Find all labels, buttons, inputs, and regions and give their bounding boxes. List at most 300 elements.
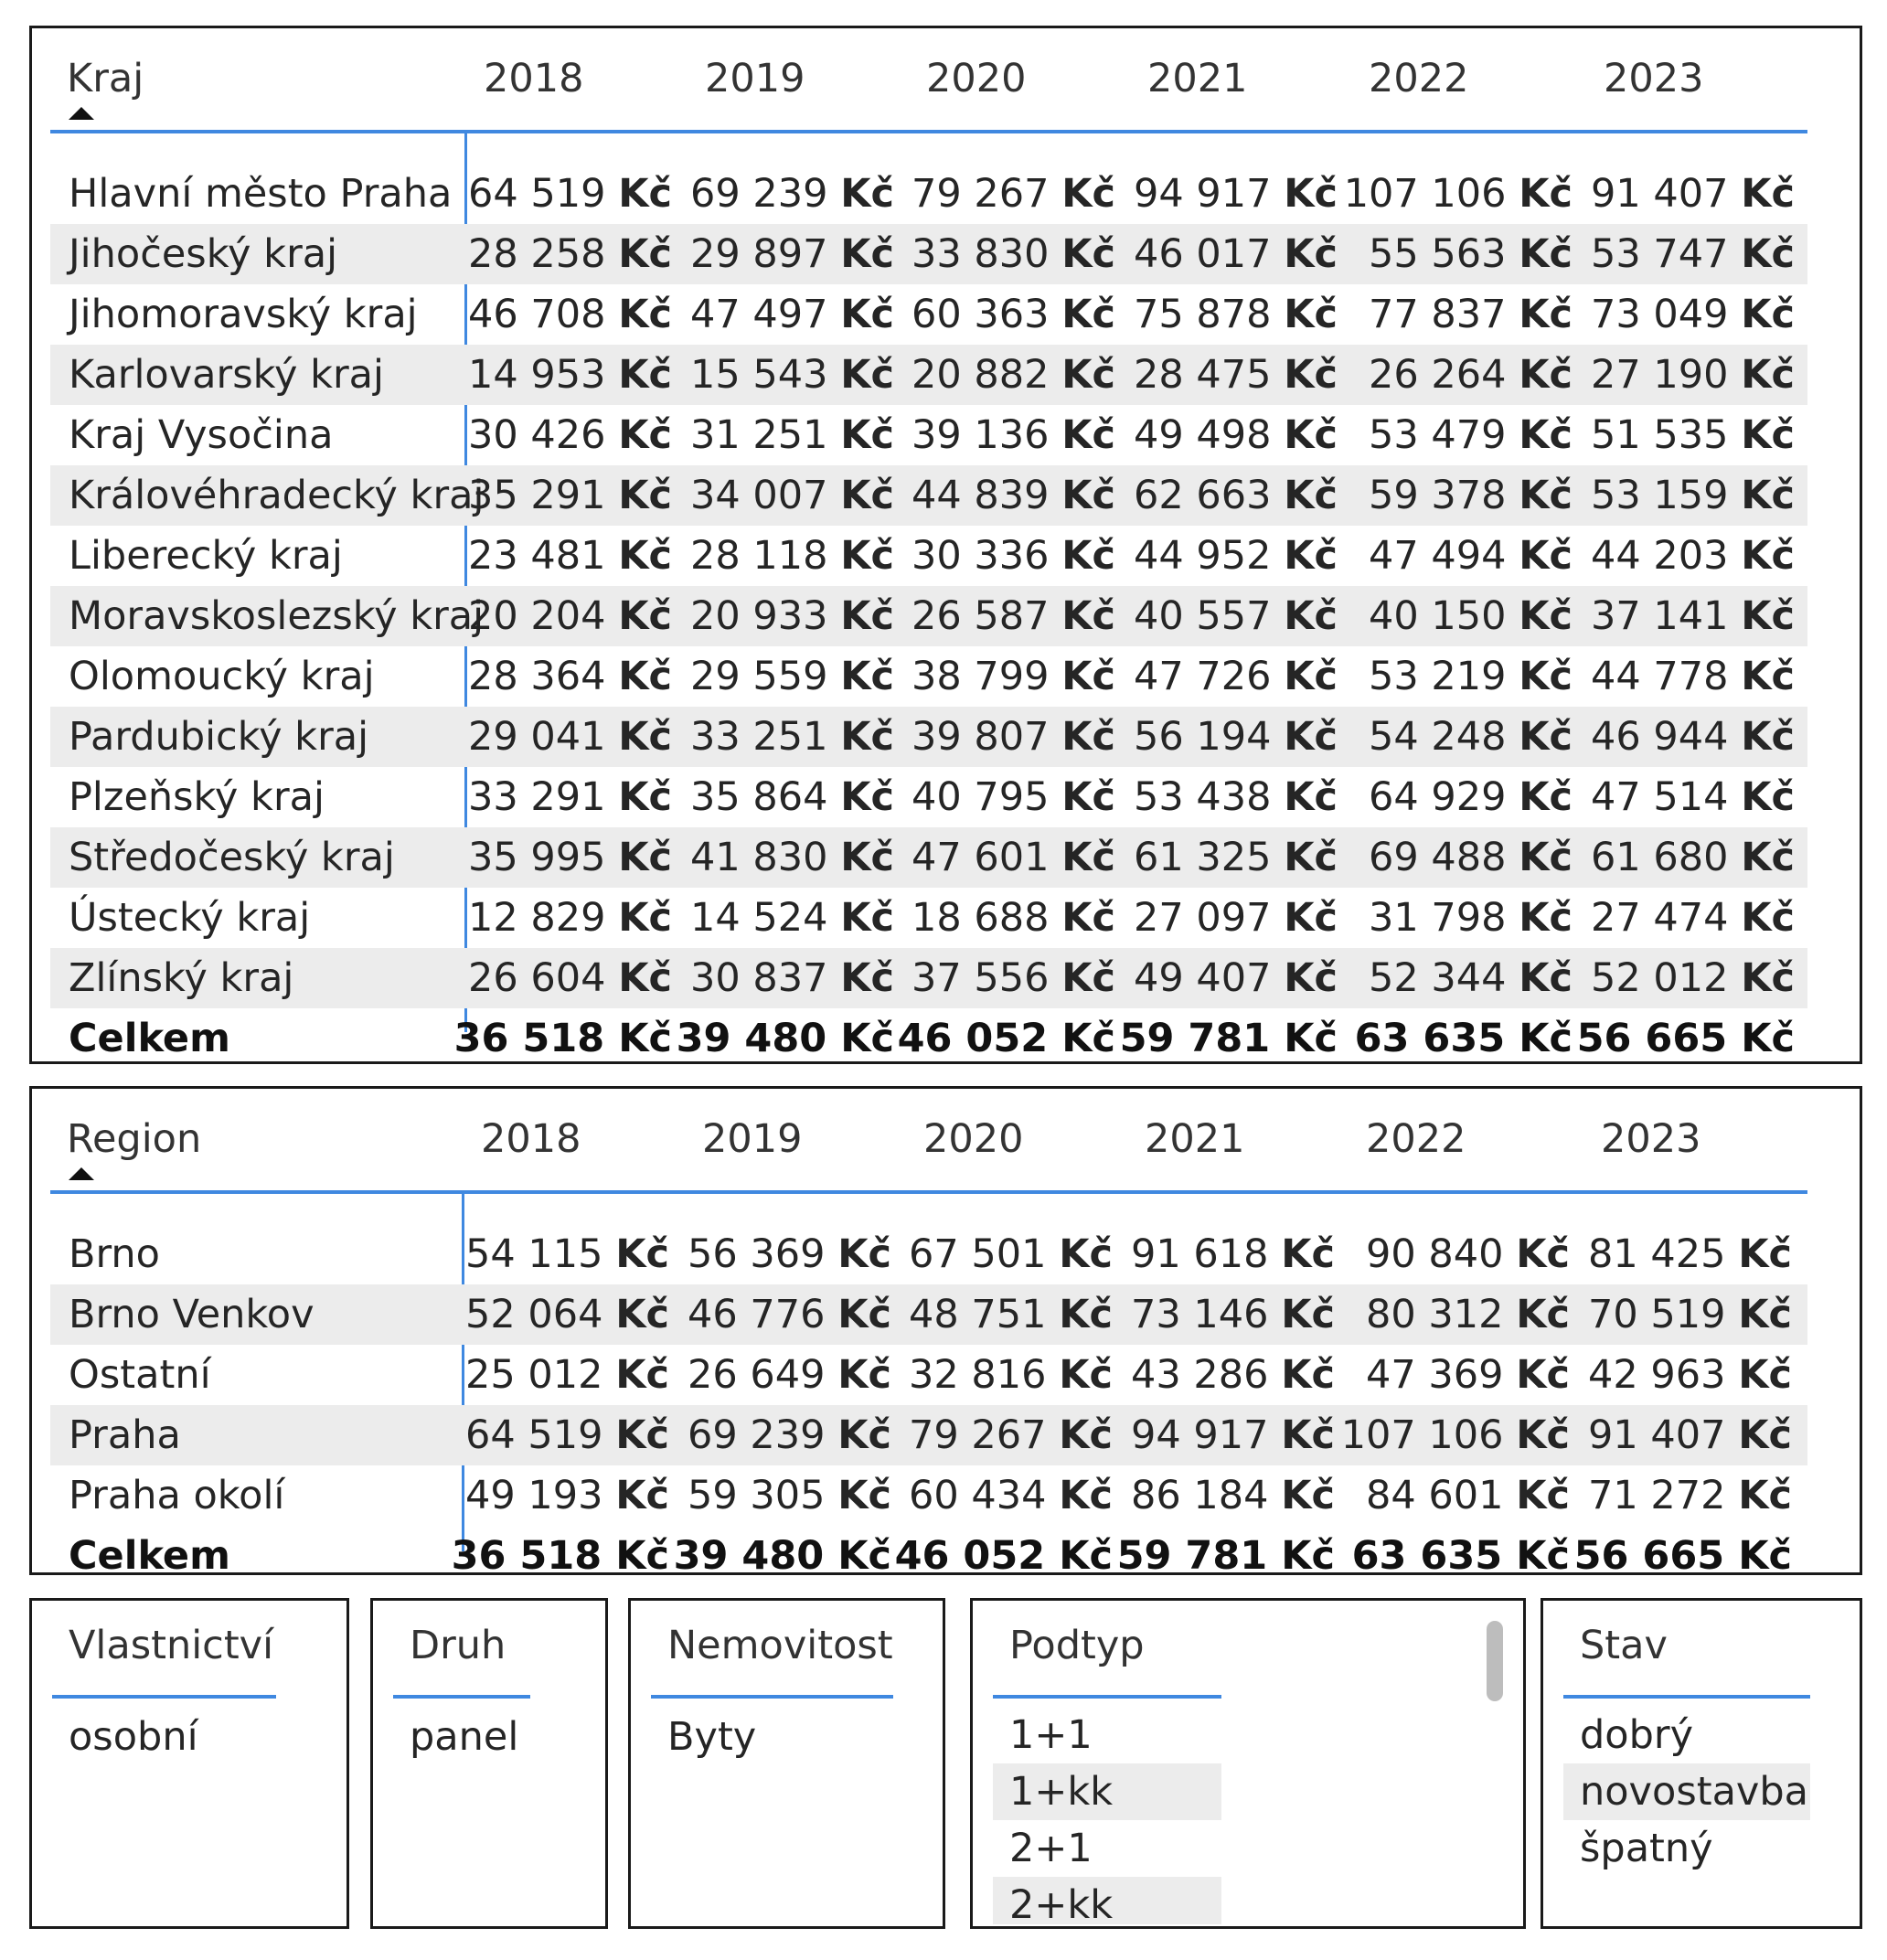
table-row[interactable] [50,465,1807,526]
value-cell [1591,948,1795,1008]
slicer-underline [651,1695,893,1699]
value-cell [1369,284,1572,345]
value-number: 30 837 [690,955,828,1001]
value-number: 41 830 [690,835,828,880]
total-label: Celkem [69,1016,230,1061]
value-cell [909,1345,1113,1405]
row-label: Zlínský kraj [69,955,294,1001]
row-label: Moravskoslezský kraj [69,593,485,639]
column-header-2023[interactable]: 2023 [1604,56,1704,101]
value-cell [1369,888,1572,948]
table-row[interactable] [50,767,1807,827]
currency-label: Kč [840,412,894,458]
table-row[interactable] [50,1224,1807,1284]
currency-label: Kč [1059,1473,1113,1518]
table-row[interactable] [50,164,1807,224]
value-cell [1369,465,1572,526]
currency-label: Kč [1741,231,1795,277]
currency-label: Kč [1519,533,1572,579]
currency-label: Kč [1519,231,1572,277]
value-number: 46 052 [894,1533,1046,1579]
slicer-item-1+1[interactable]: 1+1 [1009,1712,1093,1758]
value-cell [465,1465,669,1526]
currency-label: Kč [1741,533,1795,579]
value-cell [690,465,894,526]
value-number: 34 007 [690,473,828,518]
slicer-item-2+1[interactable]: 2+1 [1009,1826,1093,1871]
currency-label: Kč [1284,473,1338,518]
slicer-item-novostavba[interactable]: novostavba [1563,1763,1810,1820]
slicer-vlastnictvi [29,1598,349,1929]
value-cell [1366,1465,1570,1526]
currency-label: Kč [1059,1231,1113,1277]
column-header-2019[interactable]: 2019 [705,56,805,101]
value-number: 63 635 [1354,1016,1506,1061]
currency-label: Kč [618,714,672,760]
column-header-2018[interactable]: 2018 [481,1116,581,1162]
total-row[interactable] [50,1008,1807,1069]
value-cell [468,526,672,586]
value-number: 32 816 [909,1352,1047,1398]
value-number: 44 839 [912,473,1050,518]
slicer-title: Podtyp [1009,1623,1145,1668]
value-number: 60 363 [912,292,1050,337]
value-number: 59 781 [1116,1533,1268,1579]
column-header-region[interactable]: Region [67,1116,202,1162]
value-number: 63 635 [1351,1533,1503,1579]
currency-label: Kč [1519,473,1572,518]
currency-label: Kč [1519,955,1572,1001]
row-label: Kraj Vysočina [69,412,334,458]
value-cell [1591,827,1795,888]
currency-label: Kč [1284,171,1338,217]
value-cell [1366,1345,1570,1405]
column-header-2019[interactable]: 2019 [702,1116,803,1162]
total-row[interactable] [50,1526,1807,1586]
value-cell [1341,1405,1570,1465]
table-row[interactable] [50,1465,1807,1526]
currency-label: Kč [840,473,894,518]
table-row[interactable] [50,526,1807,586]
value-cell [1134,345,1338,405]
row-label: Olomoucký kraj [69,654,375,699]
currency-label: Kč [1284,292,1338,337]
total-cell [1355,1008,1572,1069]
table-row[interactable] [50,284,1807,345]
currency-label: Kč [1741,352,1795,398]
value-cell [1369,345,1572,405]
slicer-title: Stav [1580,1623,1668,1668]
value-number: 20 933 [690,593,828,639]
currency-label: Kč [1061,593,1115,639]
currency-label: Kč [840,955,894,1001]
value-cell [1591,224,1795,284]
currency-label: Kč [1741,473,1795,518]
value-number: 38 799 [912,654,1050,699]
value-cell [690,707,894,767]
value-cell [465,1224,669,1284]
value-number: 44 778 [1591,654,1729,699]
table-row[interactable] [50,948,1807,1008]
value-number: 84 601 [1366,1473,1504,1518]
value-number: 77 837 [1369,292,1507,337]
value-cell [1134,646,1338,707]
currency-label: Kč [615,1533,669,1579]
value-number: 60 434 [909,1473,1047,1518]
value-cell [1591,164,1795,224]
currency-label: Kč [1061,955,1115,1001]
value-number: 29 559 [690,654,828,699]
total-cell [452,1526,669,1586]
header-underline [50,1190,1807,1194]
slicer-title: Nemovitost [667,1623,893,1668]
currency-label: Kč [1516,1231,1570,1277]
row-label: Ostatní [69,1352,211,1398]
value-cell [465,1345,669,1405]
value-cell [688,1405,891,1465]
value-cell [690,405,894,465]
value-cell [912,345,1115,405]
value-cell [1134,284,1338,345]
value-cell [909,1465,1113,1526]
value-cell [688,1284,891,1345]
slicer-underline [393,1695,530,1699]
currency-label: Kč [1519,593,1572,639]
column-header-2020[interactable]: 2020 [926,56,1027,101]
currency-label: Kč [1061,231,1115,277]
value-cell [1591,646,1795,707]
currency-label: Kč [837,1412,891,1458]
currency-label: Kč [1284,835,1338,880]
value-cell [1591,586,1795,646]
value-number: 28 364 [468,654,606,699]
value-cell [690,284,894,345]
value-number: 39 480 [676,1016,827,1061]
total-cell [1120,1008,1338,1069]
value-number: 30 426 [468,412,606,458]
currency-label: Kč [1284,774,1338,820]
currency-label: Kč [840,654,894,699]
table-row[interactable] [50,888,1807,948]
value-cell [468,586,672,646]
value-cell [468,888,672,948]
currency-label: Kč [840,1016,894,1061]
value-cell [468,948,672,1008]
column-header-kraj[interactable]: Kraj [67,56,144,101]
currency-label: Kč [1059,1292,1113,1337]
table-row[interactable] [50,586,1807,646]
total-cell [1352,1526,1570,1586]
currency-label: Kč [1519,774,1572,820]
currency-label: Kč [1059,1412,1113,1458]
row-label: Brno [69,1231,160,1277]
row-label: Hlavní město Praha [69,171,453,217]
value-number: 39 480 [673,1533,825,1579]
currency-label: Kč [1061,352,1115,398]
row-label: Praha [69,1412,181,1458]
value-cell [912,586,1115,646]
sort-ascending-icon[interactable] [69,107,94,120]
currency-label: Kč [1741,292,1795,337]
row-label: Plzeňský kraj [69,774,325,820]
currency-label: Kč [1281,1292,1335,1337]
currency-label: Kč [1284,955,1338,1001]
slicer-item-osobni[interactable]: osobní [69,1714,198,1760]
currency-label: Kč [618,231,672,277]
value-cell [912,646,1115,707]
value-cell [1131,1284,1335,1345]
slicer-item-dobry[interactable]: dobrý [1580,1712,1694,1758]
value-number: 37 556 [912,955,1050,1001]
value-number: 53 479 [1369,412,1507,458]
value-number: 20 882 [912,352,1050,398]
total-cell [895,1526,1113,1586]
value-cell [690,767,894,827]
value-number: 94 917 [1131,1412,1269,1458]
value-number: 49 193 [465,1473,603,1518]
value-number: 107 106 [1340,1412,1504,1458]
value-cell [1134,707,1338,767]
currency-label: Kč [1519,352,1572,398]
value-number: 47 514 [1591,774,1729,820]
value-cell [912,465,1115,526]
currency-label: Kč [1281,1412,1335,1458]
slicer-item-1+kk[interactable]: 1+kk [993,1763,1221,1820]
value-number: 79 267 [909,1412,1047,1458]
value-cell [688,1224,891,1284]
value-number: 35 291 [468,473,606,518]
slicer-item-byty[interactable]: Byty [667,1714,757,1760]
value-cell [690,646,894,707]
currency-label: Kč [1061,774,1115,820]
value-number: 53 159 [1591,473,1729,518]
value-cell [468,405,672,465]
table-row[interactable] [50,405,1807,465]
currency-label: Kč [615,1231,669,1277]
currency-label: Kč [1741,654,1795,699]
currency-label: Kč [1061,473,1115,518]
column-header-2021[interactable]: 2021 [1147,56,1248,101]
sort-ascending-icon[interactable] [69,1167,94,1180]
currency-label: Kč [1281,1533,1335,1579]
currency-label: Kč [618,593,672,639]
column-header-2018[interactable]: 2018 [484,56,584,101]
currency-label: Kč [1738,1473,1792,1518]
table-row[interactable] [50,827,1807,888]
value-cell [1134,948,1338,1008]
table-row[interactable] [50,224,1807,284]
value-cell [1366,1224,1570,1284]
value-number: 25 012 [465,1352,603,1398]
currency-label: Kč [1284,654,1338,699]
value-cell [1134,586,1338,646]
value-number: 46 052 [897,1016,1049,1061]
currency-label: Kč [618,895,672,941]
currency-label: Kč [1738,1231,1792,1277]
value-number: 70 519 [1588,1292,1726,1337]
currency-label: Kč [837,1352,891,1398]
total-cell [1577,1008,1795,1069]
value-cell [912,526,1115,586]
value-number: 75 878 [1134,292,1272,337]
value-number: 73 049 [1591,292,1729,337]
currency-label: Kč [1741,171,1795,217]
value-cell [1369,586,1572,646]
slicer-druh [370,1598,608,1929]
currency-label: Kč [1284,231,1338,277]
table-row[interactable] [50,1284,1807,1345]
value-number: 90 840 [1366,1231,1504,1277]
row-label: Jihočeský kraj [69,231,338,277]
table-row[interactable] [50,1405,1807,1465]
currency-label: Kč [1061,533,1115,579]
value-number: 37 141 [1591,593,1729,639]
value-cell [1591,405,1795,465]
table-row[interactable] [50,707,1807,767]
value-number: 73 146 [1131,1292,1269,1337]
value-cell [690,827,894,888]
value-number: 81 425 [1588,1231,1726,1277]
value-number: 28 118 [690,533,828,579]
value-cell [912,284,1115,345]
currency-label: Kč [1519,714,1572,760]
currency-label: Kč [1519,835,1572,880]
currency-label: Kč [1741,835,1795,880]
value-cell [1134,224,1338,284]
value-cell [1591,465,1795,526]
value-cell [912,224,1115,284]
currency-label: Kč [1284,533,1338,579]
value-number: 80 312 [1366,1292,1504,1337]
slicer-item-spatny[interactable]: špatný [1580,1826,1713,1871]
value-cell [1366,1284,1570,1345]
value-cell [468,224,672,284]
value-cell [690,224,894,284]
scrollbar-thumb[interactable] [1487,1621,1503,1701]
currency-label: Kč [618,473,672,518]
value-cell [468,465,672,526]
value-cell [468,164,672,224]
currency-label: Kč [1061,171,1115,217]
currency-label: Kč [618,774,672,820]
value-number: 31 798 [1369,895,1507,941]
table-row[interactable] [50,345,1807,405]
value-cell [909,1284,1113,1345]
slicer-item-panel[interactable]: panel [410,1714,519,1760]
value-number: 40 795 [912,774,1050,820]
value-number: 28 258 [468,231,606,277]
column-header-2021[interactable]: 2021 [1145,1116,1245,1162]
value-cell [1369,646,1572,707]
value-number: 15 543 [690,352,828,398]
value-number: 44 952 [1134,533,1272,579]
table-row[interactable] [50,646,1807,707]
currency-label: Kč [1519,412,1572,458]
value-cell [465,1405,669,1465]
value-cell [1591,767,1795,827]
currency-label: Kč [618,412,672,458]
currency-label: Kč [837,1473,891,1518]
column-header-2022[interactable]: 2022 [1369,56,1469,101]
value-cell [1369,767,1572,827]
currency-label: Kč [618,1016,672,1061]
value-number: 46 944 [1591,714,1729,760]
currency-label: Kč [618,654,672,699]
currency-label: Kč [840,774,894,820]
currency-label: Kč [618,835,672,880]
table-row[interactable] [50,1345,1807,1405]
value-number: 69 239 [688,1412,826,1458]
slicer-item-2+kk[interactable]: 2+kk [993,1877,1221,1924]
value-cell [1134,465,1338,526]
value-cell [1131,1465,1335,1526]
column-header-2020[interactable]: 2020 [923,1116,1024,1162]
value-number: 48 751 [909,1292,1047,1337]
region-matrix-panel [29,1086,1862,1579]
value-cell [1588,1465,1792,1526]
row-label: Brno Venkov [69,1292,314,1337]
currency-label: Kč [837,1533,891,1579]
value-number: 54 248 [1369,714,1507,760]
currency-label: Kč [1281,1352,1335,1398]
currency-label: Kč [1281,1231,1335,1277]
value-number: 55 563 [1369,231,1507,277]
currency-label: Kč [1741,774,1795,820]
currency-label: Kč [840,352,894,398]
currency-label: Kč [1519,895,1572,941]
value-number: 64 519 [468,171,606,217]
value-cell [688,1345,891,1405]
value-cell [468,767,672,827]
value-number: 33 291 [468,774,606,820]
value-cell [1134,827,1338,888]
value-number: 52 064 [465,1292,603,1337]
currency-label: Kč [618,352,672,398]
currency-label: Kč [1061,835,1115,880]
currency-label: Kč [1516,1473,1570,1518]
currency-label: Kč [1519,654,1572,699]
value-number: 53 438 [1134,774,1272,820]
currency-label: Kč [1061,292,1115,337]
value-number: 62 663 [1134,473,1272,518]
value-number: 29 897 [690,231,828,277]
header-underline [50,130,1807,133]
value-cell [912,164,1115,224]
value-number: 35 995 [468,835,606,880]
value-cell [1588,1284,1792,1345]
currency-label: Kč [1061,714,1115,760]
currency-label: Kč [1516,1533,1570,1579]
value-number: 26 649 [688,1352,826,1398]
value-cell [690,164,894,224]
currency-label: Kč [618,533,672,579]
value-number: 29 041 [468,714,606,760]
currency-label: Kč [1741,1016,1795,1061]
value-number: 91 407 [1588,1412,1726,1458]
value-number: 27 097 [1134,895,1272,941]
value-number: 35 864 [690,774,828,820]
value-number: 91 618 [1131,1231,1269,1277]
column-header-2023[interactable]: 2023 [1601,1116,1701,1162]
value-number: 86 184 [1131,1473,1269,1518]
column-header-2022[interactable]: 2022 [1366,1116,1466,1162]
currency-label: Kč [1284,412,1338,458]
slicer-title: Vlastnictví [69,1623,274,1668]
value-cell [468,284,672,345]
value-number: 64 519 [465,1412,603,1458]
value-number: 79 267 [912,171,1050,217]
currency-label: Kč [840,895,894,941]
